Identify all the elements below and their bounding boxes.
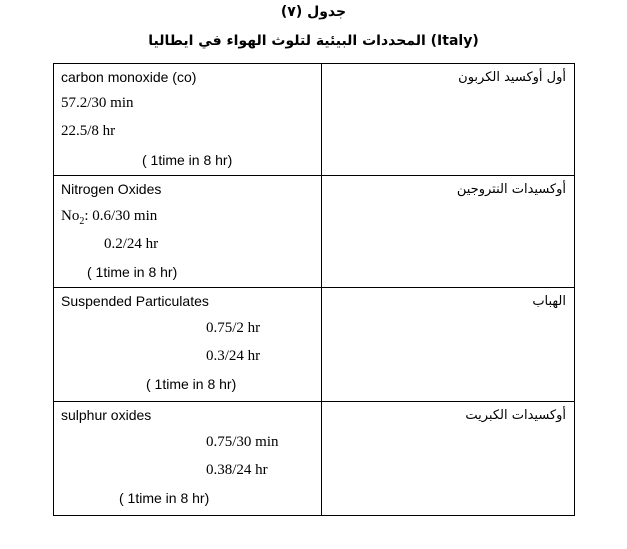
limit-value: 0.2/24 hr	[104, 236, 159, 252]
limit-value-text: : 0.6/30 min	[84, 208, 158, 224]
pollutant-name: Suspended Particulates	[61, 293, 209, 309]
english-cell	[54, 288, 322, 402]
pollutant-name-arabic: أول أوكسيد الكربون	[458, 70, 566, 85]
pollutant-name-arabic: أوكسيدات الكبريت	[465, 408, 566, 423]
table-caption-number: جدول (٧)	[280, 4, 347, 20]
frequency-note: ( 1time in 8 hr)	[119, 490, 210, 506]
pollutant-name: carbon monoxide (co)	[61, 69, 197, 85]
english-cell	[54, 64, 322, 176]
english-cell	[54, 176, 322, 288]
frequency-note: ( 1time in 8 hr)	[146, 376, 237, 392]
table-row	[54, 176, 575, 288]
pollutant-name-arabic: أوكسيدات النتروجين	[456, 182, 566, 197]
table-row	[54, 402, 575, 516]
arabic-cell	[322, 176, 575, 288]
english-cell	[54, 402, 322, 516]
limit-value: 0.75/30 min	[206, 434, 279, 450]
formula-subscript: 2	[79, 216, 85, 227]
limit-value: 0.75/2 hr	[206, 320, 261, 336]
limit-value: 57.2/30 min	[61, 95, 134, 111]
limit-value: 0.38/24 hr	[206, 462, 268, 478]
formula-base: No	[61, 208, 80, 224]
table-row	[54, 64, 575, 176]
arabic-cell	[322, 288, 575, 402]
frequency-note: ( 1time in 8 hr)	[87, 264, 178, 280]
frequency-note: ( 1time in 8 hr)	[142, 152, 233, 168]
arabic-cell	[322, 402, 575, 516]
table-row	[54, 288, 575, 402]
table-caption-title: المحددات البيئية لتلوث الهواء في ايطاليا (Italy)	[148, 33, 479, 49]
limit-value: 0.3/24 hr	[206, 348, 261, 364]
limit-value	[61, 208, 157, 227]
limit-value: 22.5/8 hr	[61, 123, 116, 139]
pollutant-name: Nitrogen Oxides	[61, 181, 162, 197]
arabic-cell	[322, 64, 575, 176]
pollutant-name: sulphur oxides	[61, 407, 152, 423]
pollutant-name-arabic: الهباب	[532, 294, 566, 309]
air-pollution-limits-table	[53, 63, 575, 516]
